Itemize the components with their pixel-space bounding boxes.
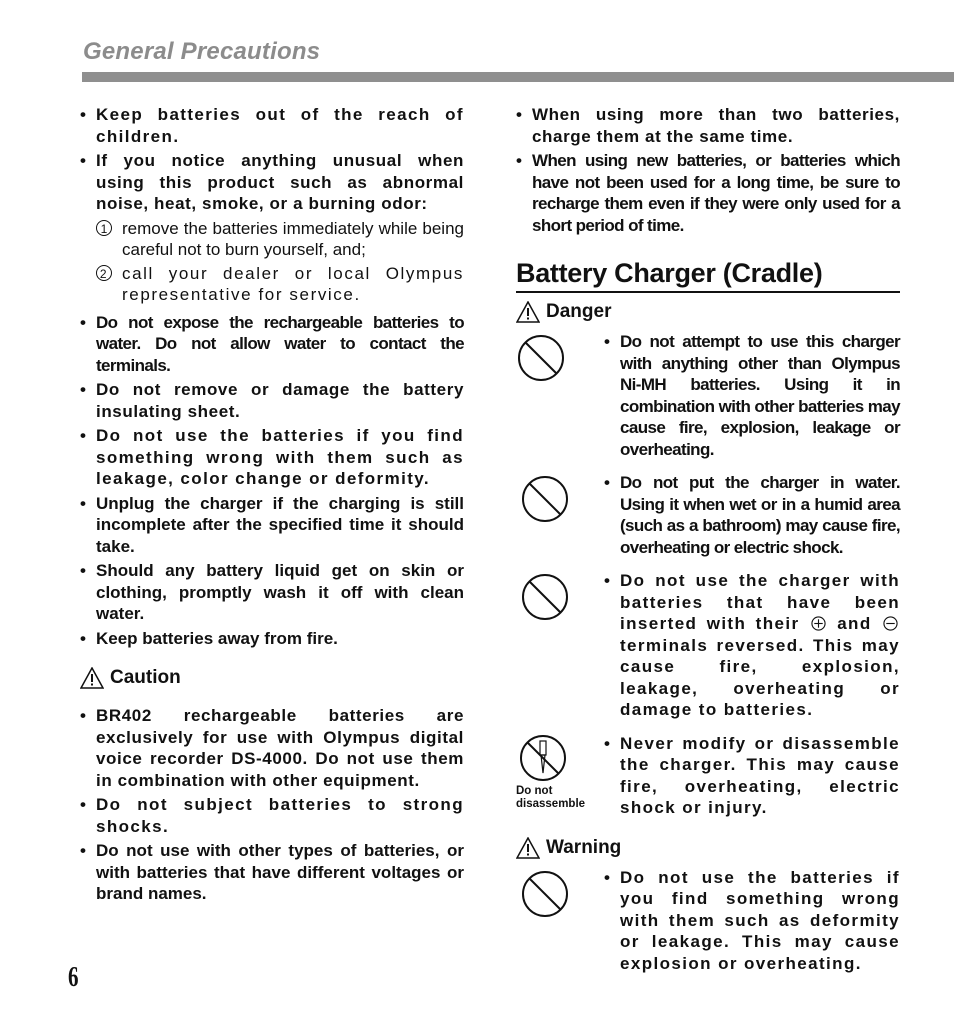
prohibited-icon [516,333,566,383]
symbol-cell [516,733,604,819]
warning-triangle-icon [516,301,540,323]
warning-label: Warning [546,836,622,858]
bullet-item: • Do not use with other types of batteries, or with batteries that have different voltages or brand names. [80,840,464,905]
danger-item [516,733,900,819]
left-column [80,104,464,908]
danger-item [516,472,900,558]
bullet-item: • When using new batteries, or batteries which have not been used for a long time, be sure to recharge them even if they were only used for a short period of time. [516,150,900,236]
symbol-cell [516,867,604,975]
warning-triangle-icon [80,667,104,689]
prohibited-icon [520,869,570,919]
prohibited-icon [520,474,570,524]
right-column [516,104,900,986]
bullet-item: • Do not use the batteries if you find something wrong with them such as deformity or leakage. This may cause explosion or overheating. [604,867,900,975]
prohibited-icon [520,572,570,622]
header-rule [82,72,954,82]
plus-terminal-icon [811,616,826,631]
do-not-disassemble-icon [518,733,568,783]
bullet-item: • Do not remove or damage the battery insulating sheet. [80,379,464,422]
danger-heading [516,301,900,323]
bullet-item: • Do not subject batteries to strong shocks. [80,794,464,837]
danger-item [516,570,900,721]
bullet-item: • If you notice anything unusual when using this product such as abnormal noise, heat, smoke, or a burning odor: [80,150,464,215]
danger-item [516,331,900,460]
step-item [80,218,464,261]
circled-number: 1 [96,220,112,236]
circled-number: 2 [96,265,112,281]
bullet-text-part: Do not use the charger with batteries that have been inserted with their [620,571,900,633]
step-text: call your dealer or local Olympus representative for service. [122,263,464,304]
warning-heading [516,837,900,859]
bullet-item: • When using more than two batteries, charge them at the same time. [516,104,900,147]
bullet-item: • Unplug the charger if the charging is still incomplete after the specified time it should take. [80,493,464,558]
danger-label: Danger [546,301,612,322]
bullet-item: • Never modify or disassemble the charger. This may cause fire, overheating, electric shock or injury. [604,733,900,819]
bullet-item: • Do not use the batteries if you find something wrong with them such as leakage, color change or deformity. [80,425,464,490]
minus-terminal-icon [883,616,898,631]
warning-item [516,867,900,975]
bullet-item: • Should any battery liquid get on skin or clothing, promptly wash it off with clean water. [80,560,464,625]
step-item [80,263,464,306]
section-header: General Precautions [83,38,321,65]
page-number: 6 [68,962,79,993]
step-text: remove the batteries immediately while being careful not to burn yourself, and; [122,218,464,259]
bullet-text-part: terminals reversed. This may cause fire, explosion, leakage, overheating or damage to batteries. [620,635,900,719]
bullet-item: • Do not expose the rechargeable batteries to water. Do not allow water to contact the terminals. [80,312,464,377]
section-title: Battery Charger (Cradle) [516,258,900,293]
warning-triangle-icon [516,837,540,859]
symbol-cell [516,570,604,721]
symbol-cell [516,331,604,460]
caution-heading [80,667,464,689]
bullet-item [604,570,900,721]
bullet-item: • BR402 rechargeable batteries are exclusively for use with Olympus digital voice recorder DS-4000. Do not use them in combination with other equipment. [80,705,464,791]
bullet-item: • Keep batteries out of the reach of children. [80,104,464,147]
symbol-caption: Do not disassemble [516,784,586,810]
symbol-cell [516,472,604,558]
bullet-item: • Do not put the charger in water. Using it when wet or in a humid area (such as a bathroom) may cause fire, overheating or electric shock. [604,472,900,558]
bullet-item: • Do not attempt to use this charger with anything other than Olympus Ni-MH batteries. Using it in combination with other batteries may cause fire, explosion, leakage or overheating. [604,331,900,460]
bullet-item: • Keep batteries away from fire. [80,628,464,650]
caution-label: Caution [110,667,181,688]
bullet-text-part: and [837,614,872,633]
